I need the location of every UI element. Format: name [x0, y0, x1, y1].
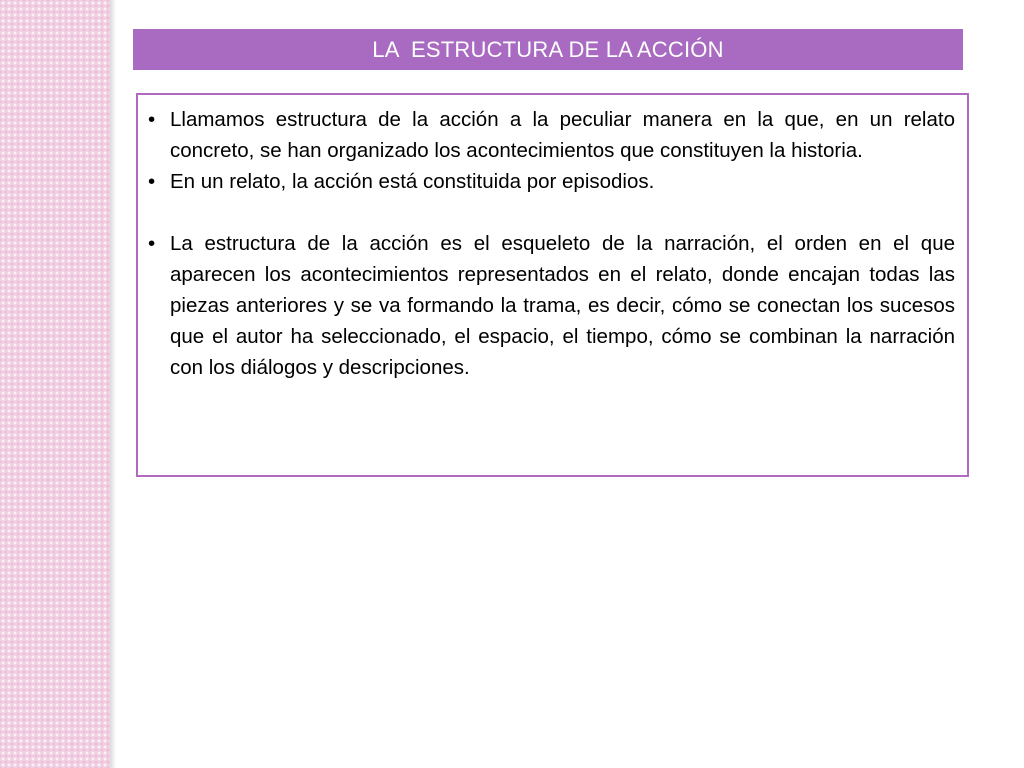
decorative-side-strip: [0, 0, 110, 768]
side-strip-shadow: [110, 0, 116, 768]
bullet-item-skeleton: • La estructura de la acción es el esqueleto de la narración, el orden en el que aparecen los acontecimientos representados en el relato, donde encajan todas las piezas anteriores y se va formando la trama, es decir, cómo se conectan los sucesos que el autor ha seleccionado, el espacio, el tiempo, cómo se combinan la narración con los diálogos y descripciones.: [146, 228, 955, 383]
bullet-item-definition: • Llamamos estructura de la acción a la peculiar manera en la que, en un relato concreto, se han organizado los acontecimientos que constituyen la historia.: [146, 104, 955, 166]
bullet-item-episodes: • En un relato, la acción está constituida por episodios.: [146, 166, 955, 197]
title-bar: [133, 29, 963, 70]
slide-title: LA ESTRUCTURA DE LA ACCIÓN: [372, 36, 724, 62]
content-box: [136, 93, 969, 477]
bullet-list: [146, 104, 955, 383]
